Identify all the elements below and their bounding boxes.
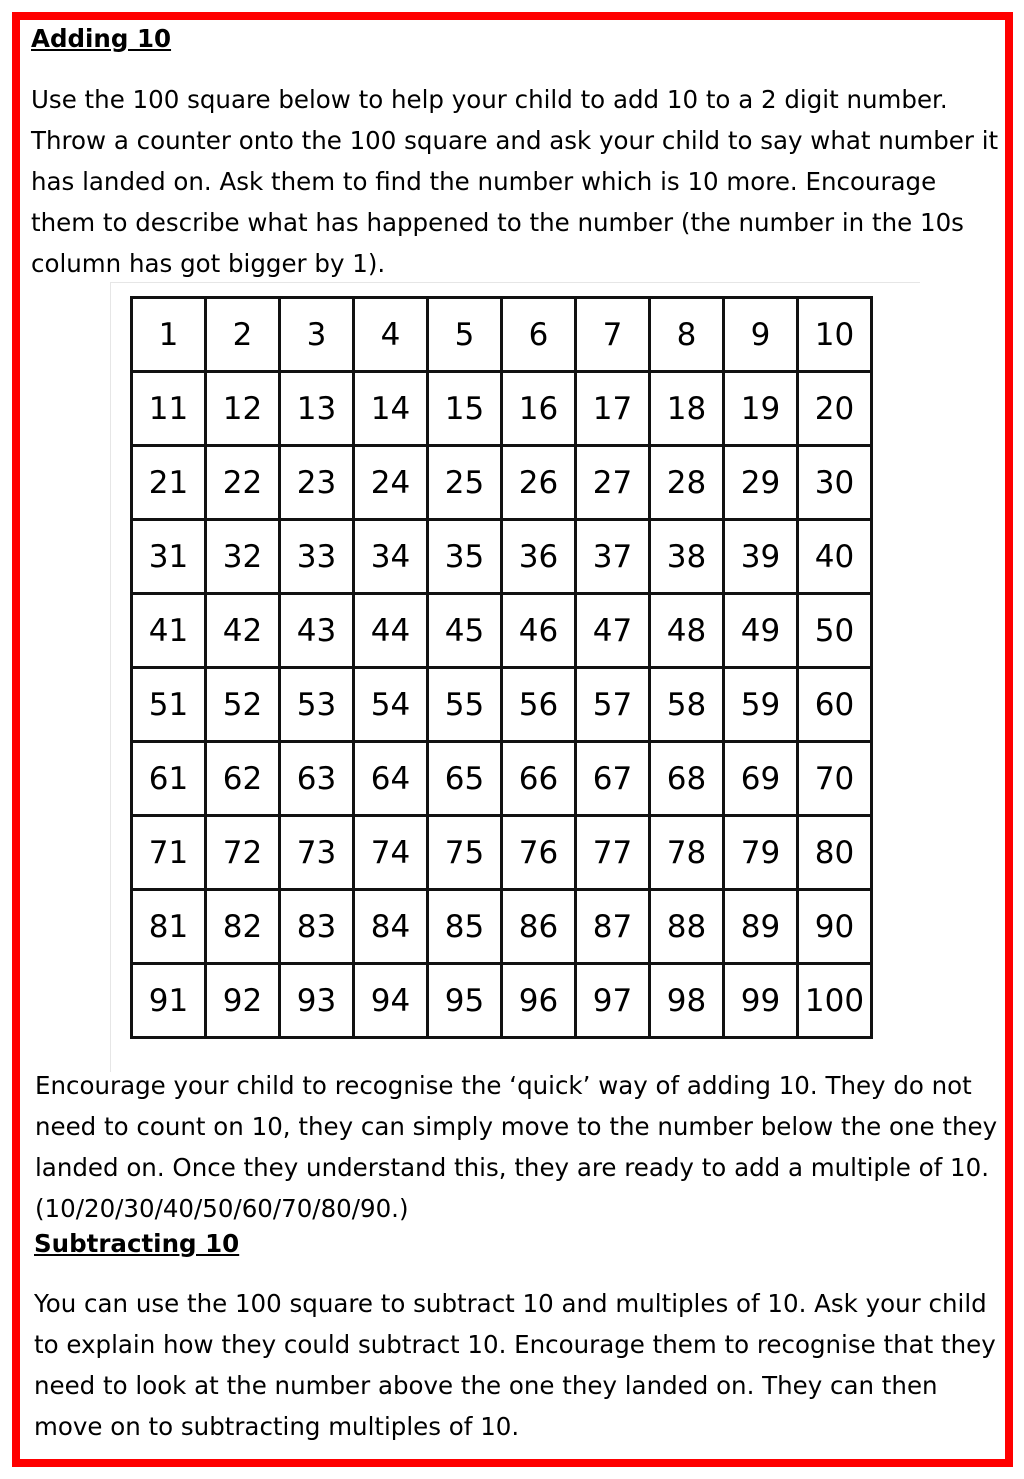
hundred-square-row [132, 742, 872, 816]
hundred-square-cell: 45 [428, 594, 502, 668]
hundred-square-row [132, 816, 872, 890]
hundred-square-cell: 42 [206, 594, 280, 668]
hundred-square-cell: 11 [132, 372, 206, 446]
hundred-square-cell: 56 [502, 668, 576, 742]
hundred-square-cell: 87 [576, 890, 650, 964]
hundred-square-cell: 74 [354, 816, 428, 890]
hundred-square-cell: 77 [576, 816, 650, 890]
hundred-square-cell: 16 [502, 372, 576, 446]
hundred-square-cell: 90 [798, 890, 872, 964]
hundred-square-cell: 66 [502, 742, 576, 816]
adding-10-instructions: Use the 100 square below to help your child to add 10 to a 2 digit number. Throw a counter onto the 100 square and ask your child to say what number it has landed on. Ask them to find the number which is 10 more. Encourage them to describe what has happened to the number (the number in the 10s column has got bigger by 1). [31, 85, 999, 278]
hundred-square-row [132, 446, 872, 520]
hundred-square-row [132, 520, 872, 594]
hundred-square [130, 296, 873, 1039]
hundred-square-row [132, 298, 872, 372]
hundred-square-cell: 86 [502, 890, 576, 964]
hundred-square-row [132, 964, 872, 1038]
hundred-square-row [132, 668, 872, 742]
hundred-square-cell: 7 [576, 298, 650, 372]
hundred-square-cell: 24 [354, 446, 428, 520]
hundred-square-cell: 13 [280, 372, 354, 446]
hundred-square-cell: 70 [798, 742, 872, 816]
hundred-square-cell: 53 [280, 668, 354, 742]
hundred-square-cell: 46 [502, 594, 576, 668]
hundred-square-cell: 62 [206, 742, 280, 816]
hundred-square-cell: 71 [132, 816, 206, 890]
hundred-square-cell: 31 [132, 520, 206, 594]
hundred-square-cell: 88 [650, 890, 724, 964]
hundred-square-cell: 83 [280, 890, 354, 964]
hundred-square-cell: 28 [650, 446, 724, 520]
hundred-square-cell: 36 [502, 520, 576, 594]
subtracting-10-heading: Subtracting 10 [34, 1229, 240, 1258]
hundred-square-cell: 30 [798, 446, 872, 520]
adding-10-heading: Adding 10 [31, 24, 172, 53]
hundred-square-cell: 100 [798, 964, 872, 1038]
hundred-square-cell: 4 [354, 298, 428, 372]
hundred-square-cell: 34 [354, 520, 428, 594]
hundred-square-cell: 84 [354, 890, 428, 964]
hundred-square-cell: 2 [206, 298, 280, 372]
quick-way-paragraph: Encourage your child to recognise the ‘quick’ way of adding 10. They do not need to count on 10, they can simply move to the number below the one they landed on. Once they understand this, they are ready to add a multiple of 10. (10/20/30/40/50/60/70/80/90.) [35, 1071, 998, 1223]
hundred-square-cell: 23 [280, 446, 354, 520]
hundred-square-row [132, 890, 872, 964]
hundred-square-cell: 61 [132, 742, 206, 816]
hundred-square-cell: 81 [132, 890, 206, 964]
hundred-square-cell: 95 [428, 964, 502, 1038]
hundred-square-cell: 38 [650, 520, 724, 594]
hundred-square-cell: 73 [280, 816, 354, 890]
hundred-square-cell: 26 [502, 446, 576, 520]
hundred-square-cell: 12 [206, 372, 280, 446]
hundred-square-cell: 80 [798, 816, 872, 890]
hundred-square-cell: 41 [132, 594, 206, 668]
hundred-square-cell: 72 [206, 816, 280, 890]
hundred-square-cell: 52 [206, 668, 280, 742]
hundred-square-cell: 99 [724, 964, 798, 1038]
hundred-square-cell: 67 [576, 742, 650, 816]
hundred-square-cell: 68 [650, 742, 724, 816]
hundred-square-cell: 32 [206, 520, 280, 594]
hundred-square-cell: 69 [724, 742, 798, 816]
hundred-square-cell: 97 [576, 964, 650, 1038]
hundred-square-cell: 85 [428, 890, 502, 964]
hundred-square-cell: 20 [798, 372, 872, 446]
hundred-square-cell: 78 [650, 816, 724, 890]
hundred-square-cell: 51 [132, 668, 206, 742]
hundred-square-cell: 59 [724, 668, 798, 742]
hundred-square-cell: 25 [428, 446, 502, 520]
hundred-square-cell: 57 [576, 668, 650, 742]
hundred-square-cell: 33 [280, 520, 354, 594]
hundred-square-cell: 48 [650, 594, 724, 668]
hundred-square-cell: 64 [354, 742, 428, 816]
hundred-square-cell: 22 [206, 446, 280, 520]
hundred-square-cell: 1 [132, 298, 206, 372]
hundred-square-cell: 50 [798, 594, 872, 668]
hundred-square-cell: 60 [798, 668, 872, 742]
hundred-square-cell: 49 [724, 594, 798, 668]
hundred-square-cell: 93 [280, 964, 354, 1038]
hundred-square-cell: 18 [650, 372, 724, 446]
hundred-square-cell: 92 [206, 964, 280, 1038]
hundred-square-cell: 37 [576, 520, 650, 594]
hundred-square-cell: 17 [576, 372, 650, 446]
hundred-square-cell: 43 [280, 594, 354, 668]
hundred-square-cell: 76 [502, 816, 576, 890]
hundred-square-cell: 63 [280, 742, 354, 816]
hundred-square-cell: 6 [502, 298, 576, 372]
hundred-square-cell: 54 [354, 668, 428, 742]
hundred-square-cell: 79 [724, 816, 798, 890]
hundred-square-cell: 40 [798, 520, 872, 594]
subtracting-10-instructions: You can use the 100 square to subtract 10 and multiples of 10. Ask your child to explain how they could subtract 10. Encourage them to recognise that they need to look at the number above the one they landed on. They can then move on to subtracting multiples of 10. [34, 1289, 996, 1441]
hundred-square-cell: 98 [650, 964, 724, 1038]
hundred-square-cell: 5 [428, 298, 502, 372]
hundred-square-row [132, 594, 872, 668]
hundred-square-cell: 75 [428, 816, 502, 890]
hundred-square-cell: 21 [132, 446, 206, 520]
hundred-square-cell: 35 [428, 520, 502, 594]
hundred-square-cell: 8 [650, 298, 724, 372]
hundred-square-cell: 96 [502, 964, 576, 1038]
hundred-square-cell: 94 [354, 964, 428, 1038]
hundred-square-cell: 55 [428, 668, 502, 742]
hundred-square-row [132, 372, 872, 446]
hundred-square-cell: 82 [206, 890, 280, 964]
hundred-square-cell: 29 [724, 446, 798, 520]
hundred-square-cell: 19 [724, 372, 798, 446]
hundred-square-cell: 58 [650, 668, 724, 742]
hundred-square-cell: 44 [354, 594, 428, 668]
hundred-square-cell: 91 [132, 964, 206, 1038]
hundred-square-cell: 65 [428, 742, 502, 816]
hundred-square-cell: 47 [576, 594, 650, 668]
hundred-square-cell: 27 [576, 446, 650, 520]
hundred-square-cell: 15 [428, 372, 502, 446]
hundred-square-cell: 9 [724, 298, 798, 372]
hundred-square-cell: 14 [354, 372, 428, 446]
hundred-square-cell: 39 [724, 520, 798, 594]
hundred-square-cell: 3 [280, 298, 354, 372]
hundred-square-cell: 10 [798, 298, 872, 372]
hundred-square-cell: 89 [724, 890, 798, 964]
